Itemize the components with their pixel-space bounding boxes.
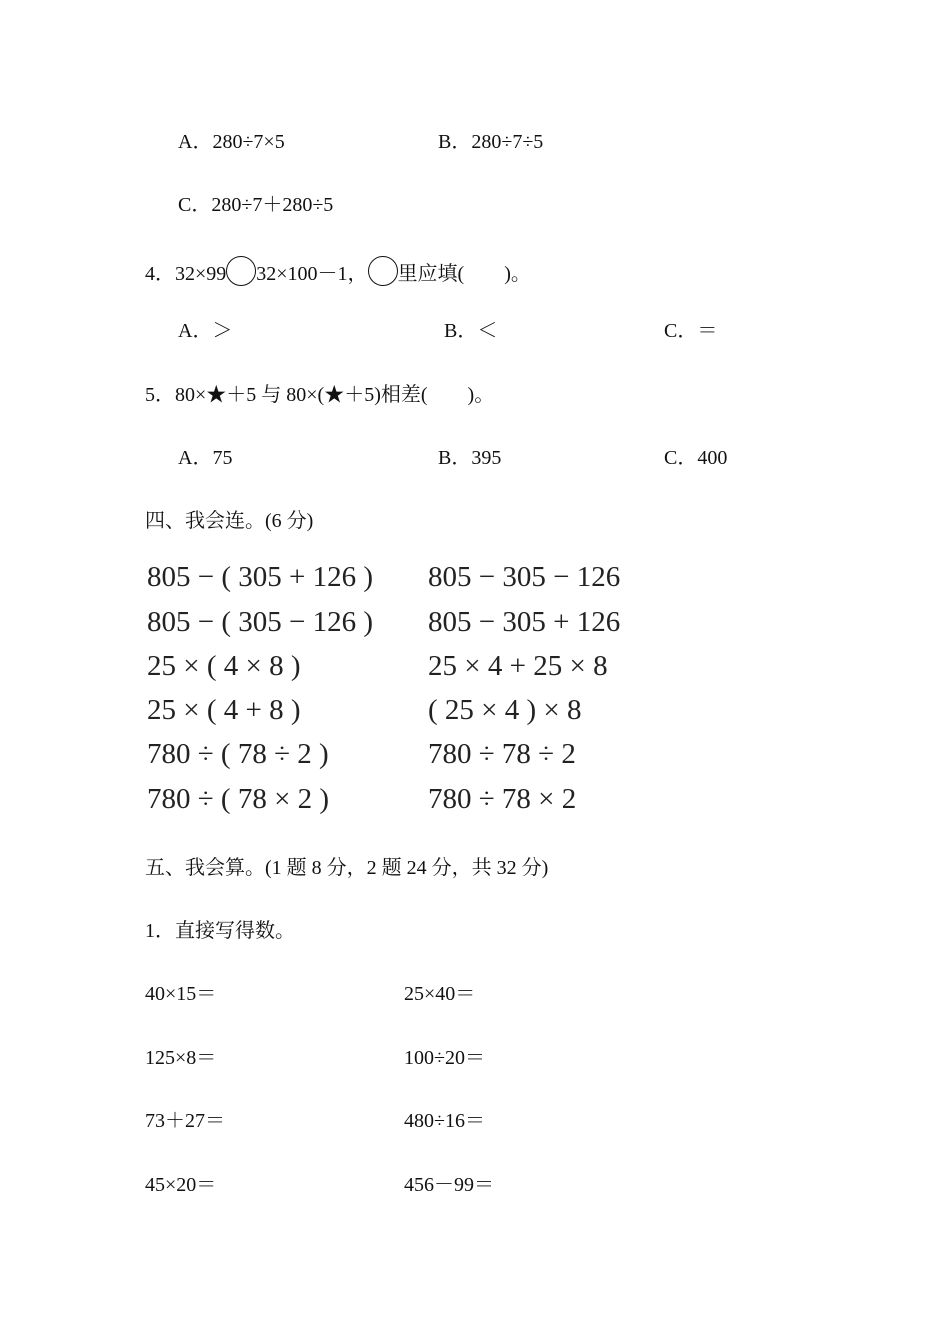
blank-circle-icon	[226, 256, 256, 286]
q5-option-b: B．395	[438, 447, 502, 469]
match-right-1: 805 − 305 − 126	[428, 561, 621, 593]
match-right-2: 805 − 305 + 126	[428, 606, 621, 638]
q3-option-b: B．280÷7÷5	[438, 131, 544, 153]
match-right-5: 780 ÷ 78 ÷ 2	[428, 738, 576, 770]
q3-option-c: C．280÷7＋280÷5	[178, 194, 334, 216]
q3-option-a: A．280÷7×5	[178, 131, 285, 153]
blank-circle-icon	[368, 256, 398, 286]
match-left-4: 25 × ( 4 + 8 )	[147, 694, 301, 726]
calc-right-2: 100÷20＝	[404, 1047, 485, 1069]
q4-left-expr: 32×99	[175, 263, 227, 285]
match-right-4: ( 25 × 4 ) × 8	[428, 694, 582, 726]
q4-tail: 里应填( )。	[397, 263, 531, 285]
calc-left-3: 73＋27＝	[145, 1110, 225, 1132]
q5-option-a: A．75	[178, 447, 233, 469]
q4-number: 4．	[145, 263, 175, 285]
q4-right-expr: 32×100－1，	[256, 263, 368, 285]
q4-option-c: C．＝	[664, 320, 718, 342]
q5-question: 5．80×★＋5 与 80×(★＋5)相差( )。	[145, 384, 495, 406]
calc-left-1: 40×15＝	[145, 983, 217, 1005]
section4-title: 四、我会连。(6 分)	[145, 510, 314, 532]
calc-right-3: 480÷16＝	[404, 1110, 485, 1132]
match-left-5: 780 ÷ ( 78 ÷ 2 )	[147, 738, 329, 770]
q4-option-b: B．＜	[444, 320, 498, 342]
section5-subtitle: 1．直接写得数。	[145, 920, 295, 942]
calc-left-4: 45×20＝	[145, 1174, 217, 1196]
q4-question	[145, 256, 531, 286]
match-left-3: 25 × ( 4 × 8 )	[147, 650, 301, 682]
match-left-2: 805 − ( 305 − 126 )	[147, 606, 374, 638]
match-right-6: 780 ÷ 78 × 2	[428, 783, 577, 815]
section5-title: 五、我会算。(1 题 8 分，2 题 24 分，共 32 分)	[145, 857, 549, 879]
match-right-3: 25 × 4 + 25 × 8	[428, 650, 608, 682]
q4-option-a: A．＞	[178, 320, 233, 342]
match-left-6: 780 ÷ ( 78 × 2 )	[147, 783, 330, 815]
calc-right-1: 25×40＝	[404, 983, 476, 1005]
calc-left-2: 125×8＝	[145, 1047, 217, 1069]
calc-right-4: 456－99＝	[404, 1174, 494, 1196]
match-left-1: 805 − ( 305 + 126 )	[147, 561, 374, 593]
q5-option-c: C．400	[664, 447, 728, 469]
